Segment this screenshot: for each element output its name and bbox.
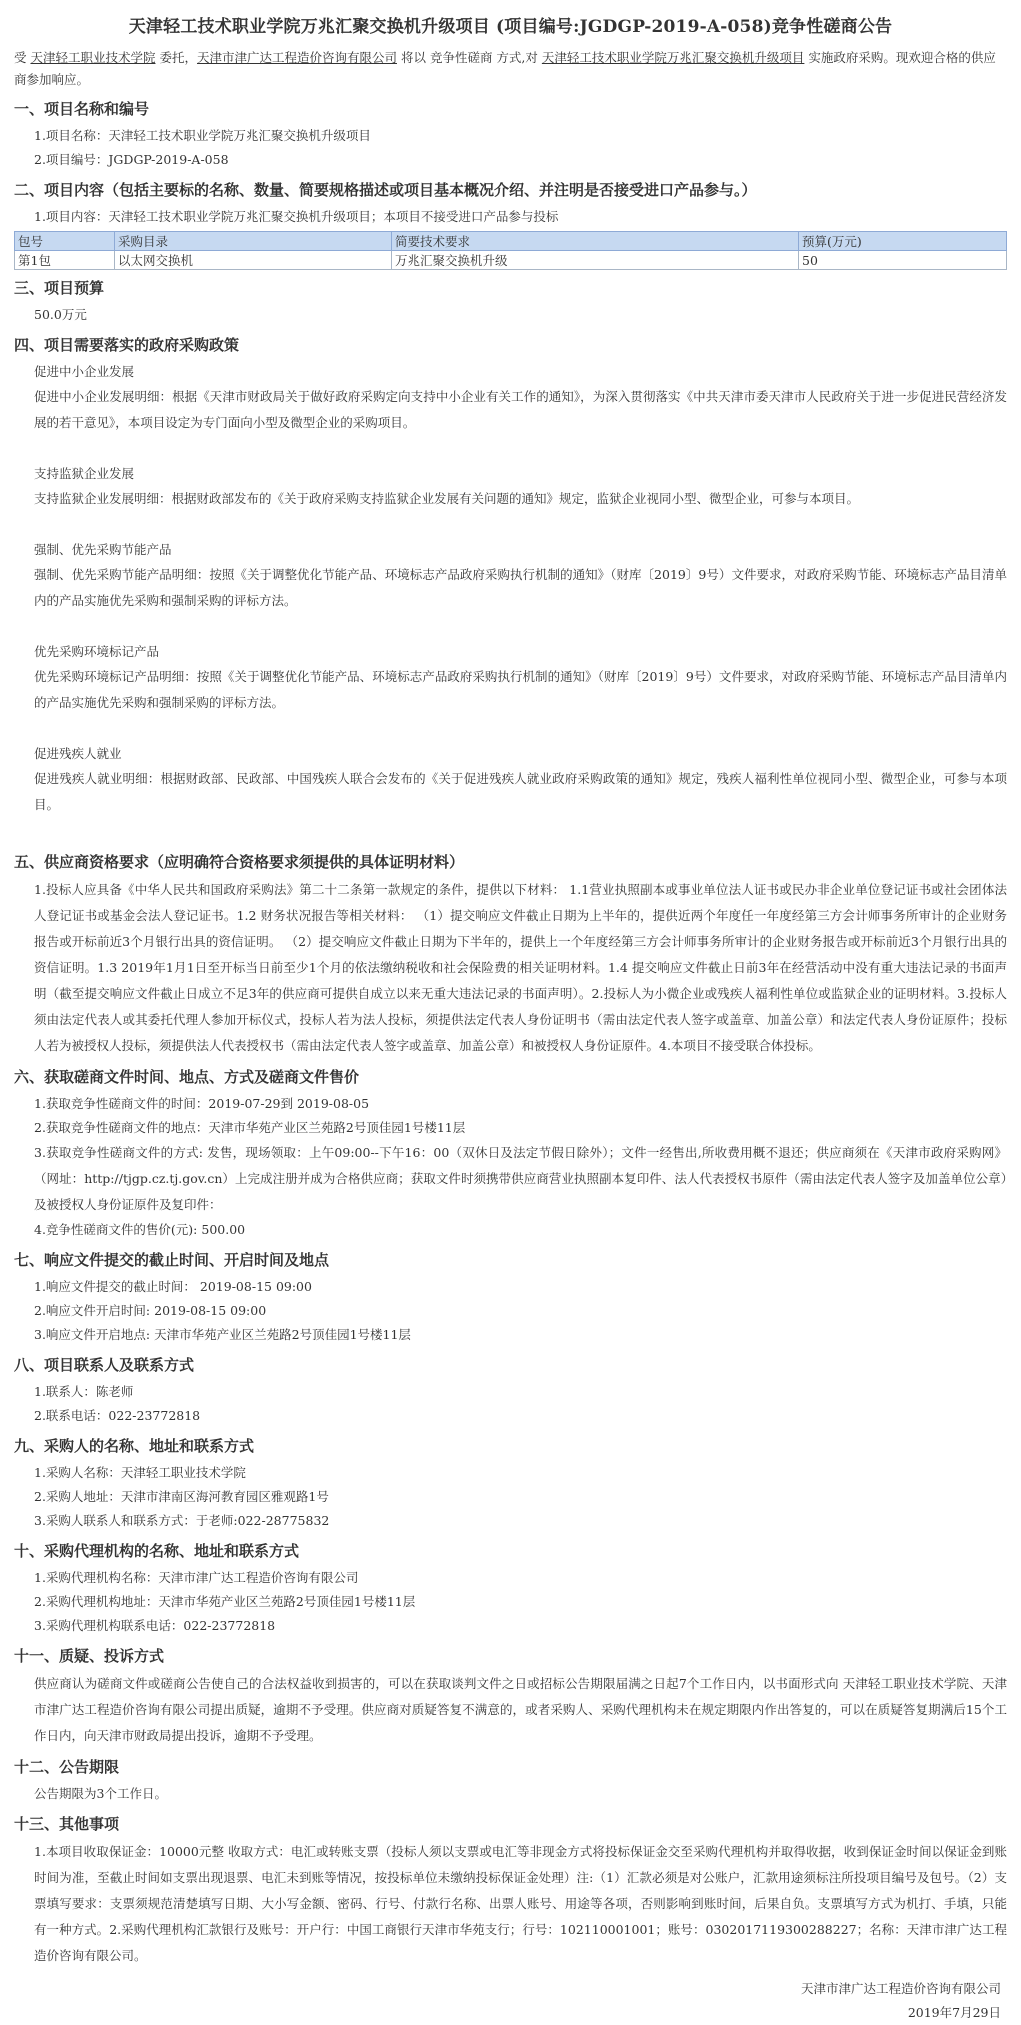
section-title: 十三、其他事项	[14, 1815, 120, 1833]
section-item: 3.获取竞争性磋商文件的方式: 发售，现场领取：上午09:00--下午16：00（双休日及法定节假日除外）；文件一经售出,所收费用概不退还；供应商须在《天津市政府采购网》（网址：http://tjgp.cz.tj.gov.cn）上完成注册并成为合格供应商；获取文件时须携带供应商营业执照副本复印件、法人代表授权书原件（需由法定代表人签字及加盖单位公章）及被授权人身份证原件及复印件：	[34, 1145, 1007, 1212]
section-title: 一、项目名称和编号	[14, 100, 150, 118]
section-title: 四、项目需要落实的政府采购政策	[14, 336, 240, 354]
qualification-text: 1.投标人应具备《中华人民共和国政府采购法》第二十二条第一款规定的条件，提供以下材料： 1.1营业执照副本或事业单位法人证书或民办非企业单位登记证书或社会团体法人登记证书或基金会法人登记证书。1.2 财务状况报告等相关材料： （1）提交响应文件截止日期为上半年的，提供近两个年度任一年度经第三方会计师事务所审计的企业财务报告或开标前近3个月银行出具的资信证明。 （2）提交响应文件截止日期为下半年的，提供上一个年度经第三方会计师事务所审计的企业财务报告或开标前近3个月银行出具的资信证明。1.3 2019年1月1日至开标当日前至少1个月的依法缴纳税收和社会保险费的相关证明材料。1.4 提交响应文件截止日前3年在经营活动中没有重大违法记录的书面声明（截至提交响应文件截止日成立不足3年的供应商可提供自成立以来无重大违法记录的书面声明）。2.投标人为小微企业或残疾人福利性单位或监狱企业的证明材料。3.投标人须由法定代表人或其委托代理人参加开标仪式，投标人若为法人投标，须提供法定代表人身份证明书（需由法定代表人签字或盖章、加盖公章）和法定代表人身份证原件；投标人若为被授权人投标，须提供法人代表授权书（需由法定代表人签字或盖章、加盖公章）和被授权人身份证原件。4.本项目不接受联合体投标。	[34, 882, 1007, 1053]
section-item: 1.获取竞争性磋商文件的时间：2019-07-29到 2019-08-05	[34, 1096, 370, 1111]
policy-heading: 强制、优先采购节能产品	[34, 542, 172, 557]
section-title: 二、项目内容（包括主要标的名称、数量、简要规格描述或项目基本概况介绍、并注明是否接受进口产品参与。）	[14, 181, 757, 199]
intro-text: 实施政府采购。现欢迎合格的供应商参加响应。	[14, 50, 996, 87]
section-item: 3.采购代理机构联系电话：022-23772818	[34, 1618, 276, 1633]
policy-heading: 支持监狱企业发展	[34, 466, 135, 481]
policy-detail: 促进中小企业发展明细：根据《天津市财政局关于做好政府采购定向支持中小企业有关工作的通知》，为深入贯彻落实《中共天津市委天津市人民政府关于进一步促进民营经济发展的若干意见》，本项目设定为专门面向小型及微型企业的采购项目。	[34, 389, 1007, 430]
section-item: 2.获取竞争性磋商文件的地点：天津市华苑产业区兰苑路2号顶佳园1号楼11层	[34, 1120, 466, 1135]
complaint-text: 供应商认为磋商文件或磋商公告使自己的合法权益收到损害的，可以在获取谈判文件之日或招标公告期限届满之日起7个工作日内，以书面形式向 天津轻工职业技术学院、天津市津广达工程造价咨询有限公司提出质疑，逾期不予受理。供应商对质疑答复不满意的，或者采购人、采购代理机构未在规定期限内作出答复的，可以在质疑答复期满后15个工作日内，向天津市财政局提出投诉，逾期不予受理。	[34, 1676, 1007, 1743]
section-title: 七、响应文件提交的截止时间、开启时间及地点	[14, 1251, 330, 1269]
policy-detail: 支持监狱企业发展明细：根据财政部发布的《关于政府采购支持监狱企业发展有关问题的通知》规定，监狱企业视同小型、微型企业，可参与本项目。	[34, 491, 860, 506]
section-item: 4.竞争性磋商文件的售价(元): 500.00	[34, 1222, 246, 1237]
section-item: 2.项目编号：JGDGP-2019-A-058	[34, 152, 229, 167]
signature-org: 天津市津广达工程造价咨询有限公司	[800, 1981, 1001, 1996]
section-item: 3.响应文件开启地点: 天津市华苑产业区兰苑路2号顶佳园1号楼11层	[34, 1327, 411, 1342]
table-cell: 第1包	[15, 251, 115, 270]
intro-text: 委托，	[155, 50, 197, 65]
policy-heading: 优先采购环境标记产品	[34, 644, 160, 659]
section-item: 2.采购人地址：天津市津南区海河教育园区雅观路1号	[34, 1489, 329, 1504]
section-title: 六、获取磋商文件时间、地点、方式及磋商文件售价	[14, 1068, 360, 1086]
section-item: 3.采购人联系人和联系方式：于老师:022-28775832	[34, 1513, 330, 1528]
section-item: 2.响应文件开启时间: 2019-08-15 09:00	[34, 1303, 267, 1318]
budget-value: 50.0万元	[34, 307, 87, 322]
section-title: 三、项目预算	[14, 279, 105, 297]
section-item: 1.项目名称：天津轻工技术职业学院万兆汇聚交换机升级项目	[34, 128, 371, 143]
table-header: 采购目录	[115, 232, 392, 251]
table-header-row	[15, 232, 1007, 251]
agency-link[interactable]: 天津市津广达工程造价咨询有限公司	[196, 50, 397, 65]
table-row	[15, 251, 1007, 270]
section-item: 1.响应文件提交的截止时间： 2019-08-15 09:00	[34, 1279, 312, 1294]
policy-heading: 促进残疾人就业	[34, 746, 122, 761]
policy-detail: 强制、优先采购节能产品明细：按照《关于调整优化节能产品、环境标志产品政府采购执行机制的通知》（财库〔2019〕9号）文件要求，对政府采购节能、环境标志产品目清单内的产品实施优先采购和强制采购的评标方法。	[34, 567, 1007, 608]
section-title: 十、采购代理机构的名称、地址和联系方式	[14, 1542, 300, 1560]
policy-detail: 优先采购环境标记产品明细：按照《关于调整优化节能产品、环境标志产品政府采购执行机制的通知》（财库〔2019〕9号）文件要求，对政府采购节能、环境标志产品目清单内的产品实施优先采购和强制采购的评标方法。	[34, 669, 1007, 710]
procurement-table	[14, 231, 1007, 270]
page-title: 天津轻工技术职业学院万兆汇聚交换机升级项目 (项目编号:JGDGP-2019-A-058)竞争性磋商公告	[128, 17, 893, 37]
section-item: 1.采购人名称：天津轻工职业技术学院	[34, 1465, 246, 1480]
section-item: 2.联系电话：022-23772818	[34, 1408, 201, 1423]
section-title: 十一、质疑、投诉方式	[14, 1647, 165, 1665]
section-title: 八、项目联系人及联系方式	[14, 1356, 195, 1374]
section-item: 1.项目内容：天津轻工技术职业学院万兆汇聚交换机升级项目；本项目不接受进口产品参与投标	[34, 209, 559, 224]
notice-period: 公告期限为3个工作日。	[34, 1786, 167, 1801]
table-header: 包号	[15, 232, 115, 251]
section-item: 1.采购代理机构名称：天津市津广达工程造价咨询有限公司	[34, 1570, 359, 1585]
purchaser-link[interactable]: 天津轻工职业技术学院	[30, 50, 156, 65]
section-title: 十二、公告期限	[14, 1758, 120, 1776]
table-cell: 50	[799, 251, 1007, 270]
policy-heading: 促进中小企业发展	[34, 364, 135, 379]
other-matters-text: 1.本项目收取保证金：10000元整 收取方式：电汇或转账支票（投标人须以支票或电汇等非现金方式将投标保证金交至采购代理机构并取得收据，收到保证金时间以保证金到账时间为准，至截止时间如支票出现退票、电汇未到账等情况，按投标单位未缴纳投标保证金处理）注:（1）汇款必须是对公账户，汇款用途须标注所投项目编号及包号。（2）支票填写要求：支票须规范清楚填写日期、大小写金额、密码、行号、付款行名称、出票人账号、用途等各项，否则影响到账时间，后果自负。支票填写方式为机打、手填，只能有一种方式。2.采购代理机构汇款银行及账号：开户行：中国工商银行天津市华苑支行；行号：102110001001；账号：0302017119300288227；名称：天津市津广达工程造价咨询有限公司。	[34, 1844, 1007, 1963]
table-header: 简要技术要求	[392, 232, 799, 251]
section-title: 五、供应商资格要求（应明确符合资格要求须提供的具体证明材料）	[14, 853, 465, 871]
section-title: 九、采购人的名称、地址和联系方式	[14, 1437, 255, 1455]
section-item: 1.联系人：陈老师	[34, 1384, 134, 1399]
table-cell: 以太网交换机	[115, 251, 392, 270]
project-link[interactable]: 天津轻工技术职业学院万兆汇聚交换机升级项目	[541, 50, 805, 65]
intro-text: 受	[14, 50, 31, 65]
policy-detail: 促进残疾人就业明细：根据财政部、民政部、中国残疾人联合会发布的《关于促进残疾人就业政府采购政策的通知》规定，残疾人福利性单位视同小型、微型企业，可参与本项目。	[34, 771, 1007, 812]
intro-text: 将以 竞争性磋商 方式,对	[397, 50, 542, 65]
section-item: 2.采购代理机构地址：天津市华苑产业区兰苑路2号顶佳园1号楼11层	[34, 1594, 416, 1609]
intro-paragraph	[14, 47, 1007, 91]
table-cell: 万兆汇聚交换机升级	[392, 251, 799, 270]
signature-date: 2019年7月29日	[907, 2005, 1001, 2020]
table-header: 预算(万元)	[799, 232, 1007, 251]
